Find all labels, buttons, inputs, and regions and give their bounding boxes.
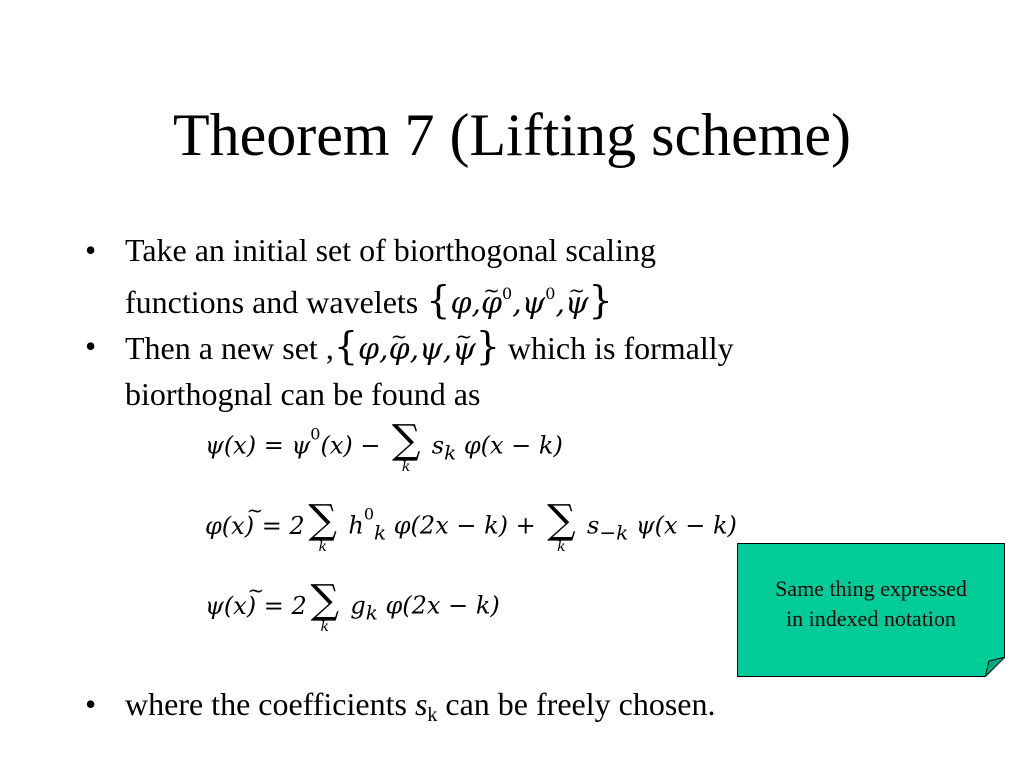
bullet-item	[85, 228, 845, 326]
sum-symbol: ∑ k	[310, 577, 339, 635]
bullet-marker: •	[85, 328, 97, 364]
new-set-math: {φ,~ φ,ψ,~ ψ}	[334, 332, 500, 367]
bullet-line: Take an initial set of biorthogonal scaling	[125, 232, 656, 268]
bullet-line	[125, 272, 845, 326]
bullet-line-text: functions and wavelets	[125, 284, 427, 320]
equation-psi: $\psi(x) = \psi^0(x)$ − ∑ k $s_k$ φ(x − k)	[205, 417, 563, 475]
note-callout	[737, 543, 1005, 677]
sum-symbol: ∑ k	[391, 417, 421, 475]
function-set-math: {φ,~ $\varphi^0,\psi^0,\sim$ ψ}	[426, 286, 612, 321]
bullet-item	[85, 682, 845, 737]
page-fold-icon	[985, 657, 1005, 677]
note-text: Same thing expressed in indexed notation	[775, 576, 967, 631]
bullet-line: where the coefficients sk can be freely chosen.	[125, 686, 716, 726]
bullet-marker: •	[85, 686, 97, 722]
bullet-marker: •	[85, 232, 97, 268]
bullet-line: biorthognal can be found as	[125, 376, 481, 412]
equation-psi-tilde: ~ ψ(x) = 2 ∑ k $g_k$ φ(2x − k)	[205, 580, 500, 640]
slide-title: Theorem 7 (Lifting scheme)	[172, 102, 852, 168]
bullet-item	[85, 324, 845, 416]
bullet-line: Then a new set ,{φ,~ φ,ψ,~ ψ} which is formally	[125, 324, 845, 372]
sum-symbol: ∑ k	[308, 497, 337, 555]
sum-symbol: ∑ k	[547, 497, 576, 555]
equation-phi-tilde: ~ φ(x) = 2 ∑ k $h^0_k$ φ(2x − k) + ∑ k $s_{-k}$ ψ(x − k)	[205, 500, 737, 560]
